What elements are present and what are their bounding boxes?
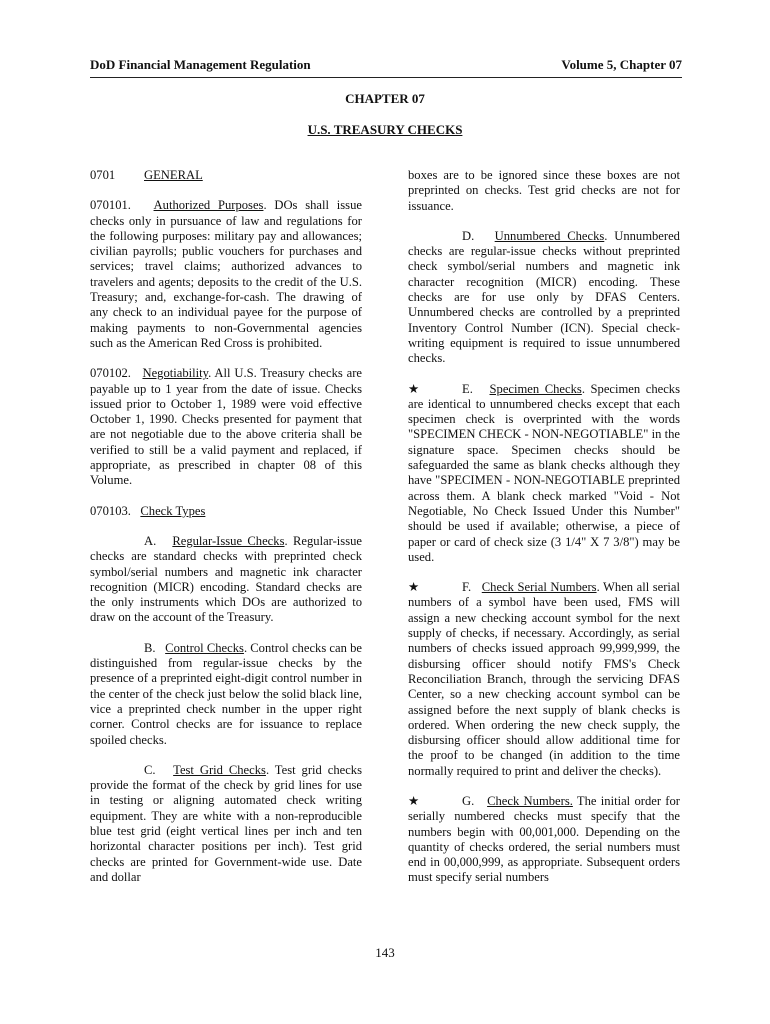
- left-column: [90, 168, 362, 900]
- para-heading: Check Types: [140, 503, 206, 518]
- sub-heading: Regular-Issue Checks: [172, 533, 285, 548]
- para-number: 070103.: [90, 503, 131, 518]
- chapter-title-text: U.S. TREASURY CHECKS: [307, 122, 463, 137]
- subparagraph-a: [90, 534, 362, 626]
- chapter-title: [0, 122, 770, 138]
- sub-text: . Unnumbered checks are regular-issue checks without preprinted check symbol/serial numbers and magnetic ink character recognition (MICR) encoding. These checks are for use only by DFAS Centers. Unnumbered checks are controlled by a preprinted Inventory Control Number (ICN). Special check-writing equipment is required to issue unnumbered checks.: [408, 228, 680, 366]
- change-star-icon: ★: [408, 580, 420, 595]
- para-number: 070101.: [90, 198, 131, 213]
- subparagraph-d: [408, 229, 680, 367]
- running-header: [90, 57, 682, 78]
- right-column: [408, 168, 680, 901]
- subparagraph-g: [408, 794, 680, 886]
- section-title: GENERAL: [144, 168, 203, 182]
- sub-text: . Control checks can be distinguished from regular-issue checks by the presence of a preprinted eight-digit control number in the center of the check just below the solid black line, vice a preprinted check number in the upper right corner. Control checks are for issuance to replace spoiled checks.: [90, 640, 362, 747]
- subparagraph-e: [408, 382, 680, 566]
- sub-heading: Control Checks: [165, 640, 244, 655]
- sub-letter: F.: [462, 580, 472, 595]
- para-heading: Authorized Purposes: [153, 198, 264, 213]
- sub-heading: Check Numbers.: [487, 793, 573, 808]
- sub-heading: Specimen Checks: [489, 381, 582, 396]
- para-number: 070102.: [90, 366, 131, 381]
- sub-letter: B.: [144, 640, 156, 655]
- paragraph-070102: [90, 366, 362, 488]
- subparagraph-c-continued: boxes are to be ignored since these boxes are not preprinted on checks. Test grid checks are not for issuance.: [408, 168, 680, 213]
- subparagraph-f: [408, 580, 680, 779]
- page-number: 143: [375, 945, 395, 960]
- sub-letter: C.: [144, 762, 156, 777]
- paragraph-070103: [90, 504, 362, 519]
- sub-text: . Specimen checks are identical to unnumbered checks except that each specimen check is overprinted with the words "SPECIMEN CHECK - NON-NEGOTIABLE" in the signature space. Specimen checks should be safeguarded the same as blank checks although they have "SPECIMEN - NON-NEGOTIABLE preprinted across them. A blank check marked "Void - Not Negotiable, No Check Issued Under this Number" should be used if available; otherwise, a piece of paper or card of check size (3 1/4" X 7 3/8") may be used.: [408, 381, 680, 564]
- header-left: DoD Financial Management Regulation: [90, 57, 311, 72]
- sub-text: . Regular-issue checks are standard checks with preprinted check symbol/serial numbers and magnetic ink character recognition (MICR) encoding. Standard checks are the only instruments which DOs are authorized to draw on the account of the Treasury.: [90, 533, 362, 625]
- section-heading: [90, 168, 362, 183]
- change-star-icon: ★: [408, 793, 420, 808]
- paragraph-070101: [90, 198, 362, 351]
- sub-letter: A.: [144, 533, 157, 548]
- sub-text: . When all serial numbers of a symbol have been used, FMS will assign a new checking account symbol for the next supply of checks, if necessary. Accordingly, as serial numbers of checks issued approach 99,999,999, the disbursing officer should notify FMS's Check Reconciliation Branch, through the servicing DFAS Center, so a new checking account symbol can be assigned before the next supply of blank checks is ordered. When ordering the new check supply, the disbursing officer should allow additional time for the proof to be changed (in addition to the time normally required to print and deliver the checks).: [408, 580, 681, 778]
- para-heading: Negotiability: [142, 366, 209, 381]
- subparagraph-c: [90, 763, 362, 885]
- sub-heading: Check Serial Numbers: [481, 580, 597, 595]
- sub-heading: Test Grid Checks: [173, 762, 266, 777]
- change-star-icon: ★: [408, 381, 420, 396]
- sub-text: The initial order for serially numbered checks must specify that the numbers begin with 00,001,000. Depending on the quantity of checks ordered, the serial numbers must end in 00,000,999, as appropriate. Subsequent orders must specify serial numbers: [408, 793, 680, 885]
- subparagraph-b: [90, 641, 362, 748]
- sub-letter: D.: [462, 228, 475, 243]
- sub-letter: G.: [462, 793, 475, 808]
- sub-letter: E.: [462, 381, 473, 396]
- sub-heading: Unnumbered Checks: [494, 228, 605, 243]
- header-right: Volume 5, Chapter 07: [561, 57, 682, 72]
- para-text: . DOs shall issue checks only in pursuance of law and regulations for the following purposes: military pay and allowances; civilian payrolls; public vouchers for purchases and services; travel claims; authorized advances to travelers and agents; deposits to the credit of the U.S. Treasury; and, exchange-for-cash. The drawing of any check to an individual payee for the purpose of making payments to non-Governmental agencies such as the American Red Cross is prohibited.: [90, 198, 362, 350]
- para-text: . All U.S. Treasury checks are payable up to 1 year from the date of issue. Checks issued prior to October 1, 1989 were void effective October 1, 1990. Checks presented for payment that are not negotiable due to the above criteria shall be verified to still be a valid payment and replaced, if appropriate, as prescribed in chapter 08 of this Volume.: [90, 366, 362, 488]
- chapter-heading: CHAPTER 07: [345, 91, 425, 106]
- section-number: 0701: [90, 168, 116, 182]
- sub-text: . Test grid checks provide the format of the check by grid lines for use in testing or aligning automated check writing equipment. They are white with a non-reproducible blue test grid (eight vertical lines per inch and ten horizontal character positions per inch). Test grid checks are printed for Government-wide use. Date and dollar: [90, 762, 363, 884]
